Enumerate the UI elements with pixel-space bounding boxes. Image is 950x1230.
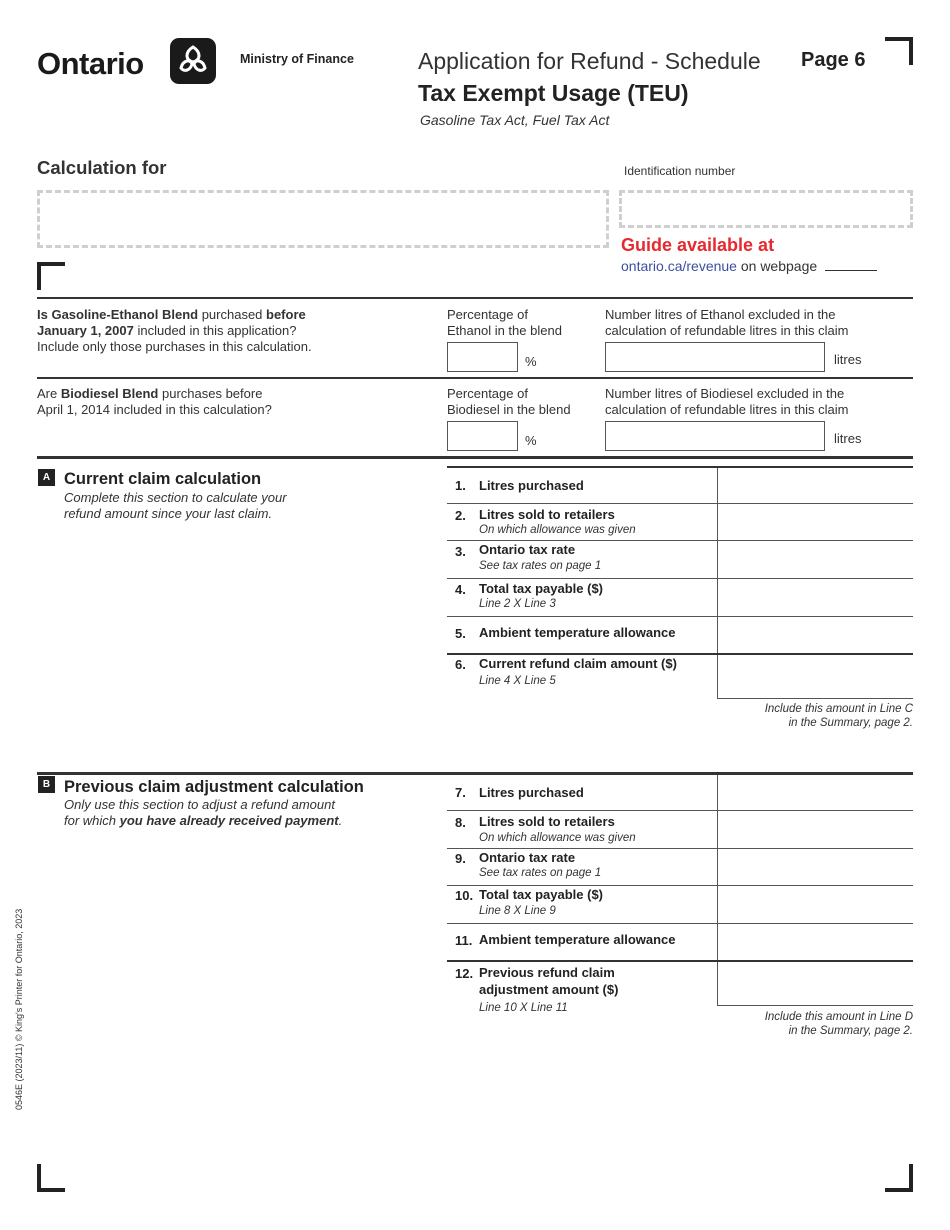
guide-link-line — [621, 258, 877, 274]
ethanol-question — [37, 307, 437, 355]
section-b-desc-1: Only use this section to adjust a refund amount — [64, 797, 335, 812]
section-a-title: Current claim calculation — [64, 470, 262, 488]
corner-mark-mid-left — [37, 262, 65, 266]
ethanol-litres-label-1: Number litres of Ethanol excluded in the — [605, 307, 836, 322]
line-9-label: Ontario tax rate — [479, 850, 576, 865]
trillium-logo-icon — [170, 38, 216, 84]
section-a-desc-2: refund amount since your last claim. — [64, 506, 273, 521]
line-9-note: See tax rates on page 1 — [479, 867, 602, 879]
line-12-row — [447, 962, 913, 1014]
section-a-badge: A — [38, 469, 55, 486]
ethanol-litres-input[interactable] — [605, 342, 825, 372]
line-2-num: 2. — [455, 508, 466, 523]
biodiesel-litres-unit: litres — [834, 431, 862, 446]
line-4-label: Total tax payable ($) — [479, 581, 604, 596]
section-b-description — [64, 797, 342, 829]
section-b-desc-2b: you have already received payment — [119, 813, 339, 828]
ontario-logo-text: Ontario — [37, 46, 144, 81]
ethanol-q-text2: included in this application? — [133, 323, 297, 338]
line-9-num: 9. — [455, 851, 466, 866]
line-8-input[interactable] — [717, 811, 913, 848]
line-11-row — [447, 924, 913, 962]
corner-mark-top-right-v — [909, 37, 913, 65]
line-5-label: Ambient temperature allowance — [479, 625, 676, 640]
section-a-include-note — [600, 702, 913, 730]
line-7-num: 7. — [455, 785, 466, 800]
ethanol-pct-label — [447, 307, 562, 339]
guide-link[interactable]: ontario.ca/revenue — [621, 258, 737, 274]
form-title: Application for Refund - Schedule — [418, 48, 761, 74]
ministry-name: Ministry of Finance — [240, 52, 354, 66]
line-2-row — [447, 504, 913, 541]
calculation-for-label: Calculation for — [37, 157, 167, 178]
corner-mark-bottom-left — [37, 1188, 65, 1192]
ethanol-q-bold3: January 1, 2007 — [37, 323, 134, 338]
line-7-input[interactable] — [717, 775, 913, 810]
section-b-include-note — [600, 1010, 913, 1038]
line-6-row — [447, 655, 913, 699]
identification-number-label: Identification number — [624, 164, 736, 178]
page-number: Page 6 — [801, 49, 866, 71]
line-9-input[interactable] — [717, 849, 913, 885]
guide-suffix: on webpage — [740, 258, 818, 274]
corner-mark-mid-left-v — [37, 262, 41, 290]
acts-reference: Gasoline Tax Act, Fuel Tax Act — [420, 112, 610, 128]
section-b-badge: B — [38, 776, 55, 793]
guide-available-heading: Guide available at — [621, 235, 775, 255]
section-b-title: Previous claim adjustment calculation — [64, 778, 364, 796]
line-6-label: Current refund claim amount ($) — [479, 656, 677, 671]
line-1-input[interactable] — [717, 468, 913, 503]
line-10-num: 10. — [455, 888, 474, 903]
line-1-row — [447, 468, 913, 504]
biodiesel-litres-label-2: calculation of refundable litres in this claim — [605, 402, 849, 417]
calculation-for-name-field[interactable] — [37, 190, 609, 248]
line-5-row — [447, 617, 913, 655]
identification-number-field[interactable] — [619, 190, 913, 228]
line-3-input[interactable] — [717, 541, 913, 578]
ethanol-litres-unit: litres — [834, 352, 862, 367]
divider-section-a-top — [37, 456, 913, 459]
line-4-input[interactable] — [717, 579, 913, 616]
section-a-desc-1: Complete this section to calculate your — [64, 490, 287, 505]
divider-biodiesel — [37, 377, 913, 379]
line-9-row — [447, 849, 913, 886]
line-10-note: Line 8 X Line 9 — [479, 905, 556, 917]
biodiesel-pct-label — [447, 386, 571, 418]
line-11-label: Ambient temperature allowance — [479, 932, 676, 947]
line-3-label: Ontario tax rate — [479, 542, 576, 557]
line-4-row — [447, 579, 913, 617]
biodiesel-q-text1: Are — [37, 386, 61, 401]
ethanol-pct-label-2: Ethanol in the blend — [447, 323, 562, 338]
biodiesel-pct-input[interactable] — [447, 421, 518, 451]
line-2-note: On which allowance was given — [479, 524, 636, 536]
line-12-label-2: adjustment amount ($) — [479, 982, 619, 997]
line-6-input[interactable] — [717, 655, 913, 699]
ethanol-q-bold2: before — [266, 307, 306, 322]
line-4-note: Line 2 X Line 3 — [479, 598, 556, 610]
line-12-note: Line 10 X Line 11 — [479, 1002, 568, 1014]
line-8-label: Litres sold to retailers — [479, 814, 615, 829]
section-b-include-1: Include this amount in Line D — [764, 1011, 913, 1023]
section-a-include-1: Include this amount in Line C — [764, 703, 913, 715]
ethanol-litres-label-2: calculation of refundable litres in this claim — [605, 323, 849, 338]
ethanol-litres-label — [605, 307, 849, 339]
line-12-input[interactable] — [717, 962, 913, 1006]
line-1-label: Litres purchased — [479, 478, 584, 493]
guide-blank-line — [825, 260, 877, 271]
line-11-num: 11. — [455, 933, 473, 948]
ethanol-pct-label-1: Percentage of — [447, 307, 528, 322]
line-8-note: On which allowance was given — [479, 832, 636, 844]
biodiesel-litres-label — [605, 386, 849, 418]
ethanol-pct-input[interactable] — [447, 342, 518, 372]
line-8-row — [447, 811, 913, 849]
section-a-include-2: in the Summary, page 2. — [788, 717, 913, 729]
ethanol-q-bold1: Is Gasoline-Ethanol Blend — [37, 307, 199, 322]
biodiesel-pct-label-2: Biodiesel in the blend — [447, 402, 571, 417]
form-subtitle: Tax Exempt Usage (TEU) — [418, 80, 689, 106]
line-10-input[interactable] — [717, 886, 913, 923]
line-4-num: 4. — [455, 582, 466, 597]
line-6-num: 6. — [455, 657, 466, 672]
line-11-input[interactable] — [717, 924, 913, 960]
line-10-row — [447, 886, 913, 924]
biodiesel-q-text2: purchases before — [158, 386, 263, 401]
line-3-num: 3. — [455, 544, 466, 559]
line-7-label: Litres purchased — [479, 785, 584, 800]
biodiesel-pct-label-1: Percentage of — [447, 386, 528, 401]
corner-mark-bottom-right-v — [909, 1164, 913, 1192]
biodiesel-question — [37, 386, 437, 418]
section-b-desc-2c: . — [338, 813, 343, 828]
line-3-row — [447, 541, 913, 579]
biodiesel-q-line2: April 1, 2014 included in this calculation? — [37, 402, 272, 417]
biodiesel-litres-label-1: Number litres of Biodiesel excluded in the — [605, 386, 845, 401]
ethanol-q-text1: purchased — [198, 307, 267, 322]
line-6-note: Line 4 X Line 5 — [479, 675, 556, 687]
line-3-note: See tax rates on page 1 — [479, 560, 602, 572]
line-12-label: Previous refund claim — [479, 965, 615, 980]
section-b-desc-2a: for which — [64, 813, 120, 828]
line-8-num: 8. — [455, 815, 466, 830]
form-number-copyright: 0546E (2023/11) © King's Printer for Ontario, 2023 — [14, 908, 24, 1110]
divider-ethanol — [37, 297, 913, 299]
section-b-include-2: in the Summary, page 2. — [788, 1025, 913, 1037]
line-7-row — [447, 775, 913, 811]
biodiesel-pct-unit: % — [525, 433, 537, 448]
line-10-label: Total tax payable ($) — [479, 887, 604, 902]
biodiesel-q-bold1: Biodiesel Blend — [60, 386, 159, 401]
line-12-num: 12. — [455, 966, 474, 981]
ethanol-pct-unit: % — [525, 354, 537, 369]
corner-mark-bottom-left-v — [37, 1164, 41, 1192]
line-5-input[interactable] — [717, 617, 913, 653]
biodiesel-litres-input[interactable] — [605, 421, 825, 451]
ethanol-q-line3: Include only those purchases in this calculation. — [37, 339, 312, 354]
line-2-label: Litres sold to retailers — [479, 507, 615, 522]
line-1-num: 1. — [455, 478, 466, 493]
section-a-description — [64, 490, 287, 522]
line-2-input[interactable] — [717, 504, 913, 540]
line-5-num: 5. — [455, 626, 466, 641]
